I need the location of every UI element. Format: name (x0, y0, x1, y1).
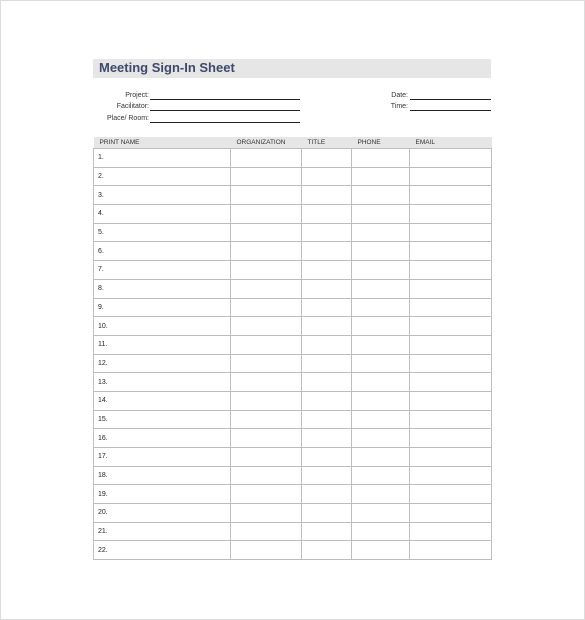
email-cell[interactable] (410, 541, 492, 560)
phone-cell[interactable] (352, 279, 410, 298)
column-header-print-name: PRINT NAME (94, 137, 231, 149)
title-cell[interactable] (302, 504, 352, 523)
table-row (94, 186, 492, 205)
phone-cell[interactable] (352, 485, 410, 504)
email-cell[interactable] (410, 242, 492, 261)
print-name-cell[interactable] (94, 223, 231, 242)
phone-cell[interactable] (352, 429, 410, 448)
phone-cell[interactable] (352, 149, 410, 168)
row-number: 16. (98, 434, 108, 442)
title-cell[interactable] (302, 373, 352, 392)
organization-cell[interactable] (231, 541, 302, 560)
facilitator-label: Facilitator: (116, 103, 149, 110)
phone-cell[interactable] (352, 522, 410, 541)
email-cell[interactable] (410, 149, 492, 168)
organization-cell[interactable] (231, 149, 302, 168)
table-row (94, 504, 492, 523)
email-cell[interactable] (410, 522, 492, 541)
title-cell[interactable] (302, 149, 352, 168)
print-name-cell[interactable] (94, 373, 231, 392)
email-cell[interactable] (410, 317, 492, 336)
row-number: 22. (98, 546, 108, 554)
row-number: 4. (98, 210, 104, 218)
row-number: 14. (98, 397, 108, 405)
column-header-title: TITLE (302, 137, 352, 149)
title-cell[interactable] (302, 429, 352, 448)
table-row (94, 466, 492, 485)
row-number: 5. (98, 229, 104, 237)
table-header-row (94, 137, 492, 149)
print-name-cell[interactable] (94, 354, 231, 373)
organization-cell[interactable] (231, 242, 302, 261)
title-cell[interactable] (302, 448, 352, 467)
row-number: 7. (98, 266, 104, 274)
facilitator-field[interactable] (150, 110, 300, 111)
phone-cell[interactable] (352, 410, 410, 429)
project-field[interactable] (150, 99, 300, 100)
print-name-cell[interactable] (94, 242, 231, 261)
organization-cell[interactable] (231, 485, 302, 504)
print-name-cell[interactable] (94, 279, 231, 298)
table-row (94, 149, 492, 168)
phone-cell[interactable] (352, 205, 410, 224)
column-header-organization: ORGANIZATION (231, 137, 302, 149)
sign-in-table (93, 137, 492, 560)
phone-cell[interactable] (352, 391, 410, 410)
title-cell[interactable] (302, 485, 352, 504)
table-row (94, 335, 492, 354)
print-name-cell[interactable] (94, 298, 231, 317)
row-number: 13. (98, 378, 108, 386)
organization-cell[interactable] (231, 448, 302, 467)
print-name-cell[interactable] (94, 149, 231, 168)
phone-cell[interactable] (352, 261, 410, 280)
row-number: 11. (98, 341, 108, 349)
email-cell[interactable] (410, 354, 492, 373)
email-cell[interactable] (410, 485, 492, 504)
phone-cell[interactable] (352, 186, 410, 205)
email-cell[interactable] (410, 279, 492, 298)
email-cell[interactable] (410, 186, 492, 205)
table-row (94, 373, 492, 392)
date-label: Date: (391, 92, 408, 99)
table-row (94, 279, 492, 298)
table-row (94, 448, 492, 467)
title-cell[interactable] (302, 242, 352, 261)
table-row (94, 522, 492, 541)
organization-cell[interactable] (231, 167, 302, 186)
title-cell[interactable] (302, 167, 352, 186)
table-row (94, 410, 492, 429)
place-room-field[interactable] (150, 122, 300, 123)
table-row (94, 223, 492, 242)
table-row (94, 205, 492, 224)
row-number: 2. (98, 173, 104, 181)
print-name-cell[interactable] (94, 429, 231, 448)
organization-cell[interactable] (231, 317, 302, 336)
table-row (94, 317, 492, 336)
row-number: 17. (98, 453, 108, 461)
table-row (94, 429, 492, 448)
column-header-email: EMAIL (410, 137, 492, 149)
email-cell[interactable] (410, 298, 492, 317)
table-row (94, 242, 492, 261)
row-number: 9. (98, 303, 104, 311)
title-cell[interactable] (302, 410, 352, 429)
organization-cell[interactable] (231, 466, 302, 485)
print-name-cell[interactable] (94, 522, 231, 541)
email-cell[interactable] (410, 448, 492, 467)
title-cell[interactable] (302, 205, 352, 224)
email-cell[interactable] (410, 466, 492, 485)
title-cell[interactable] (302, 261, 352, 280)
row-number: 6. (98, 247, 104, 255)
print-name-cell[interactable] (94, 485, 231, 504)
print-name-cell[interactable] (94, 410, 231, 429)
phone-cell[interactable] (352, 466, 410, 485)
place-room-label: Place/ Room: (106, 115, 149, 122)
row-number: 21. (98, 528, 108, 536)
row-number: 3. (98, 191, 104, 199)
organization-cell[interactable] (231, 223, 302, 242)
row-number: 1. (98, 154, 104, 162)
title-cell[interactable] (302, 541, 352, 560)
row-number: 20. (98, 509, 108, 517)
date-field[interactable] (410, 99, 491, 100)
print-name-cell[interactable] (94, 167, 231, 186)
title-cell[interactable] (302, 466, 352, 485)
phone-cell[interactable] (352, 354, 410, 373)
organization-cell[interactable] (231, 335, 302, 354)
organization-cell[interactable] (231, 522, 302, 541)
column-header-phone: PHONE (352, 137, 410, 149)
title-cell[interactable] (302, 335, 352, 354)
row-number: 12. (98, 359, 108, 367)
email-cell[interactable] (410, 261, 492, 280)
organization-cell[interactable] (231, 186, 302, 205)
table-row (94, 354, 492, 373)
page-title: Meeting Sign-In Sheet (99, 60, 235, 75)
phone-cell[interactable] (352, 223, 410, 242)
email-cell[interactable] (410, 391, 492, 410)
print-name-cell[interactable] (94, 391, 231, 410)
title-cell[interactable] (302, 186, 352, 205)
phone-cell[interactable] (352, 541, 410, 560)
phone-cell[interactable] (352, 298, 410, 317)
row-number: 19. (98, 490, 108, 498)
print-name-cell[interactable] (94, 205, 231, 224)
title-cell[interactable] (302, 354, 352, 373)
time-field[interactable] (410, 110, 491, 111)
phone-cell[interactable] (352, 242, 410, 261)
project-label: Project: (125, 92, 149, 99)
print-name-cell[interactable] (94, 261, 231, 280)
print-name-cell[interactable] (94, 504, 231, 523)
email-cell[interactable] (410, 429, 492, 448)
title-cell[interactable] (302, 522, 352, 541)
organization-cell[interactable] (231, 298, 302, 317)
title-band (93, 59, 491, 78)
organization-cell[interactable] (231, 279, 302, 298)
print-name-cell[interactable] (94, 317, 231, 336)
email-cell[interactable] (410, 223, 492, 242)
print-name-cell[interactable] (94, 466, 231, 485)
row-number: 8. (98, 285, 104, 293)
table-row (94, 298, 492, 317)
print-name-cell[interactable] (94, 448, 231, 467)
title-cell[interactable] (302, 317, 352, 336)
organization-cell[interactable] (231, 391, 302, 410)
email-cell[interactable] (410, 504, 492, 523)
email-cell[interactable] (410, 205, 492, 224)
title-cell[interactable] (302, 298, 352, 317)
organization-cell[interactable] (231, 410, 302, 429)
table-row (94, 167, 492, 186)
phone-cell[interactable] (352, 373, 410, 392)
phone-cell[interactable] (352, 448, 410, 467)
phone-cell[interactable] (352, 335, 410, 354)
email-cell[interactable] (410, 167, 492, 186)
print-name-cell[interactable] (94, 335, 231, 354)
time-label: Time: (390, 103, 408, 110)
table-row (94, 541, 492, 560)
organization-cell[interactable] (231, 504, 302, 523)
email-cell[interactable] (410, 373, 492, 392)
organization-cell[interactable] (231, 429, 302, 448)
phone-cell[interactable] (352, 504, 410, 523)
organization-cell[interactable] (231, 354, 302, 373)
row-number: 15. (98, 415, 108, 423)
title-cell[interactable] (302, 391, 352, 410)
print-name-cell[interactable] (94, 541, 231, 560)
title-cell[interactable] (302, 279, 352, 298)
email-cell[interactable] (410, 335, 492, 354)
email-cell[interactable] (410, 410, 492, 429)
table-row (94, 391, 492, 410)
print-name-cell[interactable] (94, 186, 231, 205)
table-row (94, 261, 492, 280)
organization-cell[interactable] (231, 205, 302, 224)
table-row (94, 485, 492, 504)
row-number: 10. (98, 322, 108, 330)
organization-cell[interactable] (231, 261, 302, 280)
organization-cell[interactable] (231, 373, 302, 392)
phone-cell[interactable] (352, 317, 410, 336)
phone-cell[interactable] (352, 167, 410, 186)
title-cell[interactable] (302, 223, 352, 242)
row-number: 18. (98, 472, 108, 480)
